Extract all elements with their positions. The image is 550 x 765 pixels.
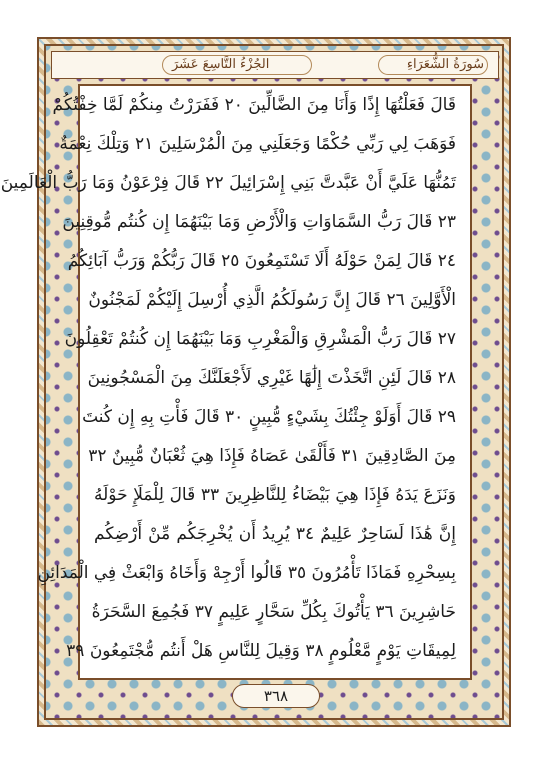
- text-line: حَاشِرِينَ ٣٦ يَأْتُوكَ بِكُلِّ سَحَّارٍ عَلِيمٍ ٣٧ فَجُمِعَ السَّحَرَةُ: [91, 602, 456, 622]
- text-line: الْأَوَّلِينَ ٢٦ قَالَ إِنَّ رَسُولَكُمُ الَّذِي أُرْسِلَ إِلَيْكُمْ لَمَجْنُونٌ: [88, 290, 456, 310]
- text-line: ٢٧ قَالَ رَبُّ الْمَشْرِقِ وَالْمَغْرِبِ وَمَا بَيْنَهُمَا إِن كُنتُمْ تَعْقِلُونَ: [64, 329, 456, 349]
- text-line: قَالَ فَعَلْتُهَا إِذًا وَأَنَا مِنَ الضَّالِّينَ ٢٠ فَفَرَرْتُ مِنكُمْ لَمَّا خِفْتُكُمْ: [52, 95, 456, 115]
- text-line: بِسِحْرِهِ فَمَاذَا تَأْمُرُونَ ٣٥ قَالُوا أَرْجِهْ وَأَخَاهُ وَابْعَثْ فِي الْمَدَائِنِ: [37, 563, 456, 583]
- juz-title: الجُزْءُ التَّاسِعَ عَشَرَ: [172, 57, 270, 72]
- text-line: فَوَهَبَ لِي رَبِّي حُكْمًا وَجَعَلَنِي مِنَ الْمُرْسَلِينَ ٢١ وَتِلْكَ نِعْمَةٌ: [59, 134, 456, 154]
- quran-text-panel: [0, 84, 472, 680]
- text-line: مِنَ الصَّادِقِينَ ٣١ فَأَلْقَىٰ عَصَاهُ فَإِذَا هِيَ ثُعْبَانٌ مُّبِينٌ ٣٢: [88, 446, 456, 466]
- page-header: [51, 51, 499, 79]
- text-line: ٢٩ قَالَ أَوَلَوْ جِئْتُكَ بِشَيْءٍ مُّبِينٍ ٣٠ قَالَ فَأْتِ بِهِ إِن كُنتَ: [82, 407, 456, 427]
- text-line: ٢٤ قَالَ لِمَنْ حَوْلَهُ أَلَا تَسْتَمِعُونَ ٢٥ قَالَ رَبُّكُمْ وَرَبُّ آبَائِكُمُ: [67, 251, 456, 271]
- text-line: ٢٨ قَالَ لَئِنِ اتَّخَذْتَ إِلَٰهًا غَيْرِي لَأَجْعَلَنَّكَ مِنَ الْمَسْجُونِينَ: [87, 368, 456, 388]
- text-line: ٢٣ قَالَ رَبُّ السَّمَاوَاتِ وَالْأَرْضِ وَمَا بَيْنَهُمَا إِن كُنتُم مُّوقِنِينَ: [62, 212, 456, 232]
- page-number: ٣٦٨: [232, 684, 320, 708]
- text-line: لِمِيقَاتِ يَوْمٍ مَّعْلُومٍ ٣٨ وَقِيلَ لِلنَّاسِ هَلْ أَنتُم مُّجْتَمِعُونَ ٣٩: [66, 641, 456, 661]
- text-line: تَمُنُّهَا عَلَيَّ أَنْ عَبَّدتَّ بَنِي إِسْرَائِيلَ ٢٢ قَالَ فِرْعَوْنُ وَمَا رَبُّ الْعَالَمِينَ: [0, 173, 456, 193]
- text-line: إِنَّ هَٰذَا لَسَاحِرٌ عَلِيمٌ ٣٤ يُرِيدُ أَن يُخْرِجَكُم مِّنْ أَرْضِكُم: [94, 524, 456, 544]
- text-line: وَنَزَعَ يَدَهُ فَإِذَا هِيَ بَيْضَاءُ لِلنَّاظِرِينَ ٣٣ قَالَ لِلْمَلَإِ حَوْلَهُ: [94, 485, 456, 505]
- surah-title: سُورَةُ الشُّعَرَاءِ: [406, 57, 484, 72]
